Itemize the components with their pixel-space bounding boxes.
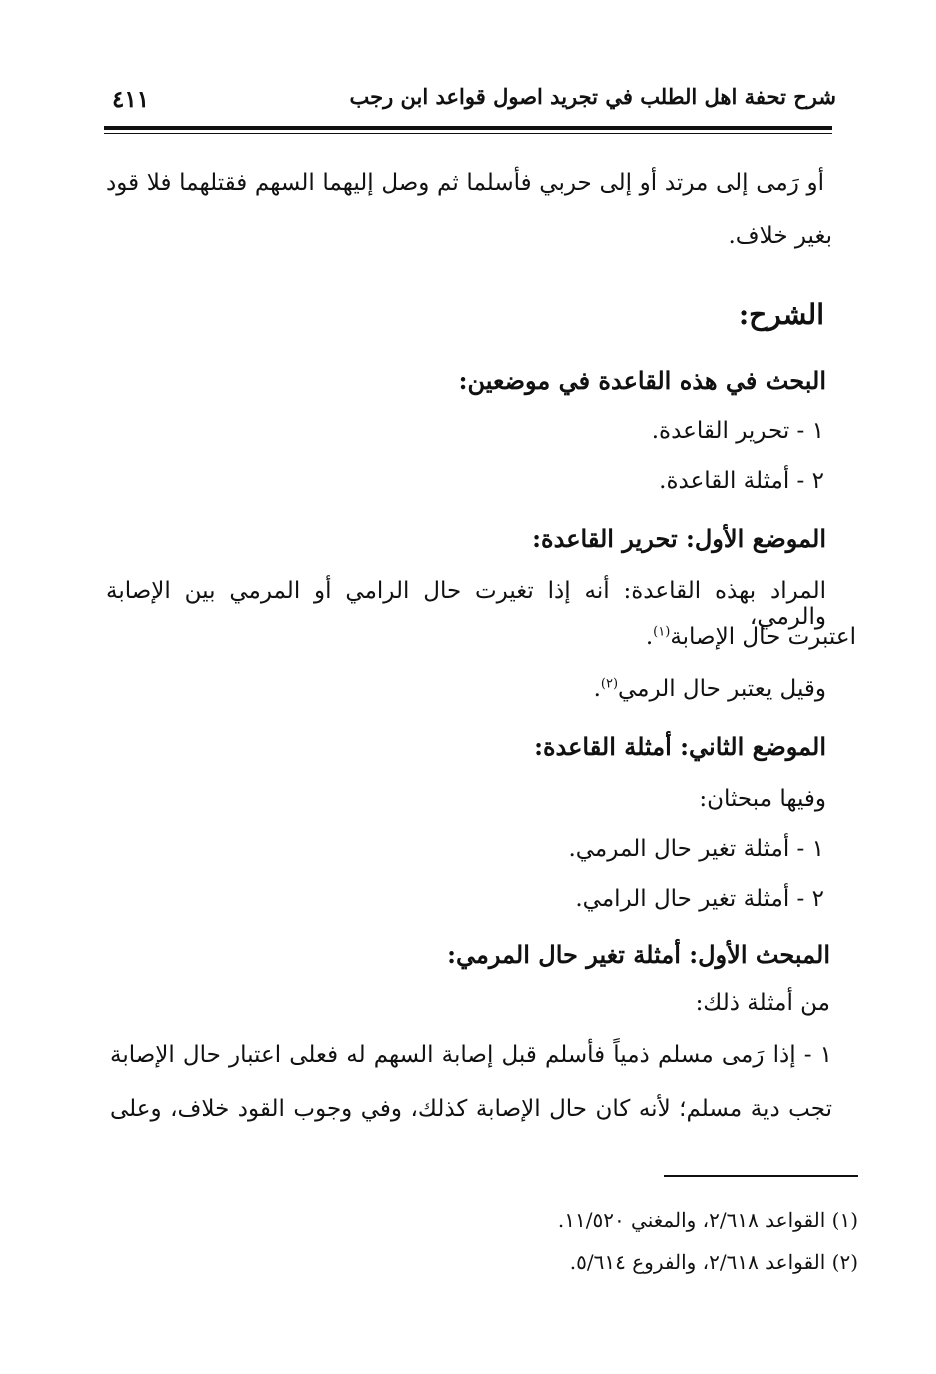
section-heading: الموضع الأول: تحرير القاعدة:: [532, 524, 826, 553]
section-heading: الموضع الثاني: أمثلة القاعدة:: [534, 732, 826, 761]
header-rule-thin: [104, 133, 832, 134]
text-line: ١ - إذا رَمى مسلم ذمياً فأسلم قبل إصابة السهم له فعلى اعتبار حال الإصابة: [110, 1042, 832, 1068]
text-line: [594, 676, 826, 702]
section-heading: البحث في هذه القاعدة في موضعين:: [458, 366, 826, 395]
footnote: (١) القواعد ٢/٦١٨، والمغني ١١/٥٢٠.: [557, 1208, 858, 1232]
running-header-title: شرح تحفة اهل الطلب في تجريد اصول قواعد ابن رجب: [349, 84, 836, 109]
text-segment: .: [593, 676, 601, 702]
text-line: وفيها مبحثان:: [699, 786, 826, 812]
list-item: ١ - أمثلة تغير حال المرمي.: [568, 836, 824, 862]
list-item: ١ - تحرير القاعدة.: [651, 418, 824, 444]
text-segment: اعتبرت حال الإصابة: [670, 624, 856, 650]
section-heading: الشرح:: [738, 298, 824, 331]
text-segment: .: [645, 624, 654, 650]
text-line: [646, 624, 856, 650]
text-line: أو رَمى إلى مرتد أو إلى حربي فأسلما ثم وصل إليهما السهم فقتلهما فلا قود: [106, 170, 824, 196]
section-heading: المبحث الأول: أمثلة تغير حال المرمي:: [447, 940, 830, 969]
footnote-ref: (١): [653, 624, 671, 640]
footnote-separator: [664, 1175, 858, 1177]
footnote: (٢) القواعد ٢/٦١٨، والفروع ٥/٦١٤.: [569, 1250, 858, 1274]
list-item: ٢ - أمثلة تغير حال الرامي.: [575, 886, 824, 912]
text-line: من أمثلة ذلك:: [695, 990, 830, 1016]
text-line: تجب دية مسلم؛ لأنه كان حال الإصابة كذلك، وفي وجوب القود خلاف، وعلى: [110, 1096, 832, 1122]
footnote-ref: (٢): [600, 676, 619, 692]
text-segment: وقيل يعتبر حال الرمي: [618, 676, 826, 702]
text-line: بغير خلاف.: [728, 223, 832, 249]
text-line: المراد بهذه القاعدة: أنه إذا تغيرت حال الرامي أو المرمي بين الإصابة والرمي،: [106, 578, 826, 630]
header-rule-thick: [104, 126, 832, 130]
page-number: ٤١١: [112, 86, 150, 113]
list-item: ٢ - أمثلة القاعدة.: [659, 468, 824, 494]
